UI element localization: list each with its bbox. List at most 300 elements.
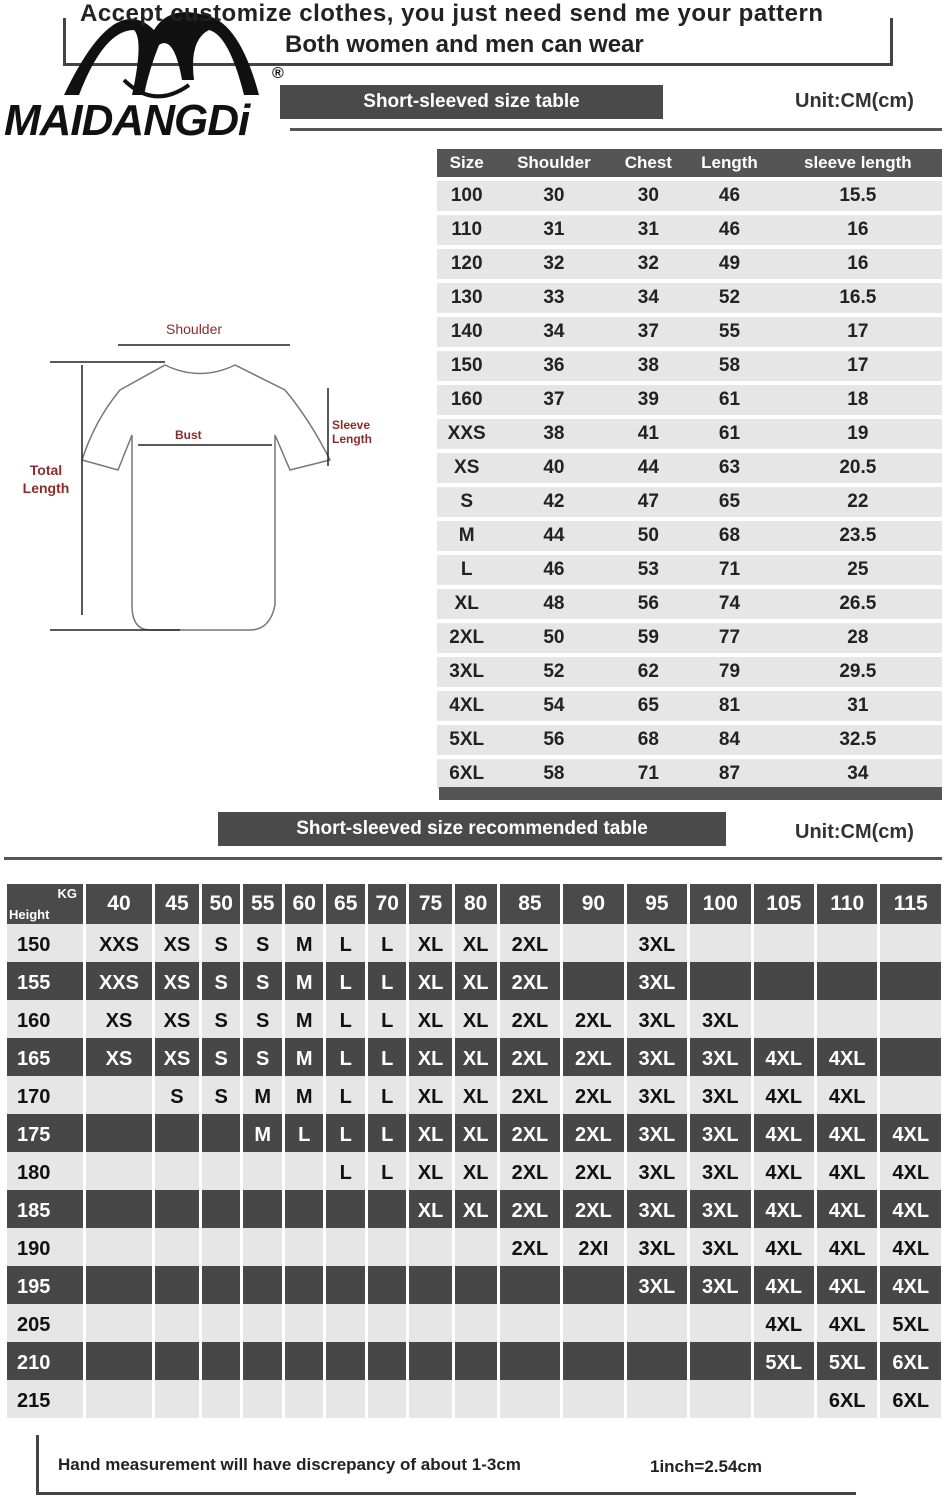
size-cell	[155, 1342, 199, 1380]
size-cell	[155, 1190, 199, 1228]
height-cell: 215	[7, 1380, 83, 1418]
table-cell: 58	[496, 759, 611, 789]
kg-label: KG	[57, 886, 77, 901]
size-cell	[285, 1342, 324, 1380]
size-cell: 4XL	[754, 1266, 814, 1304]
size-cell: 4XL	[817, 1304, 877, 1342]
weight-header: 100	[690, 884, 750, 924]
size-cell: 3XL	[627, 962, 687, 1000]
height-cell: 160	[7, 1000, 83, 1038]
size-cell	[455, 1380, 497, 1418]
size-cell	[243, 1380, 282, 1418]
size-cell: XL	[455, 924, 497, 962]
header-line-2: Both women and men can wear	[285, 31, 644, 58]
size-cell: 4XL	[754, 1304, 814, 1342]
size-cell	[326, 1342, 365, 1380]
table-cell: 54	[496, 691, 611, 721]
size-table-unit: Unit:CM(cm)	[795, 90, 914, 112]
table-cell: 65	[611, 691, 685, 721]
table-row	[437, 555, 942, 585]
size-cell	[455, 1266, 497, 1304]
size-cell	[86, 1266, 152, 1304]
size-cell: 4XL	[880, 1266, 941, 1304]
size-cell: XS	[155, 1038, 199, 1076]
table-row	[437, 623, 942, 653]
table-row	[437, 385, 942, 415]
svg-text:®: ®	[272, 65, 284, 82]
table-cell: 59	[611, 623, 685, 653]
table-cell: L	[437, 555, 496, 585]
size-cell: M	[285, 1076, 324, 1114]
table-row	[7, 1000, 941, 1038]
table-cell: 46	[685, 181, 773, 211]
weight-header: 60	[285, 884, 324, 924]
size-cell	[285, 1228, 324, 1266]
size-cell	[86, 1152, 152, 1190]
size-cell: 4XL	[817, 1114, 877, 1152]
table-cell: 77	[685, 623, 773, 653]
table-cell: 32	[496, 249, 611, 279]
size-cell: 3XL	[627, 1266, 687, 1304]
size-cell: L	[326, 1114, 365, 1152]
table-cell: 46	[685, 215, 773, 245]
size-cell	[326, 1228, 365, 1266]
table-row	[7, 1152, 941, 1190]
size-cell: 4XL	[817, 1190, 877, 1228]
table-cell: 84	[685, 725, 773, 755]
height-cell: 170	[7, 1076, 83, 1114]
table-cell: 79	[685, 657, 773, 687]
table-row	[7, 1038, 941, 1076]
size-cell: XL	[455, 1038, 497, 1076]
weight-header: 70	[368, 884, 407, 924]
size-cell	[409, 1304, 451, 1342]
height-cell: 155	[7, 962, 83, 1000]
header-line-1: Accept customize clothes, you just need send me your pattern	[80, 0, 824, 27]
size-cell: L	[326, 1076, 365, 1114]
size-cell	[368, 1228, 407, 1266]
size-cell: 2XL	[500, 1114, 560, 1152]
size-cell: 4XL	[754, 1114, 814, 1152]
size-cell	[243, 1190, 282, 1228]
size-cell	[690, 1304, 750, 1342]
height-cell: 185	[7, 1190, 83, 1228]
size-cell: 4XL	[880, 1228, 941, 1266]
size-cell: 2XL	[500, 1152, 560, 1190]
size-cell: S	[243, 1038, 282, 1076]
size-cell	[326, 1266, 365, 1304]
size-cell: 4XL	[880, 1114, 941, 1152]
table-cell: 58	[685, 351, 773, 381]
table-cell: 31	[611, 215, 685, 245]
size-cell: L	[368, 1038, 407, 1076]
size-cell	[627, 1304, 687, 1342]
bust-label: Bust	[175, 428, 202, 442]
size-cell: 3XL	[690, 1000, 750, 1038]
size-cell: 2XL	[563, 1076, 623, 1114]
table-row	[437, 589, 942, 619]
size-cell	[409, 1342, 451, 1380]
size-cell: 4XL	[817, 1228, 877, 1266]
size-cell: 5XL	[880, 1304, 941, 1342]
size-cell: S	[155, 1076, 199, 1114]
table-row	[7, 1266, 941, 1304]
size-cell	[155, 1266, 199, 1304]
table-cell: 2XL	[437, 623, 496, 653]
table-cell: 52	[685, 283, 773, 313]
table-cell: 4XL	[437, 691, 496, 721]
size-cell: 4XL	[880, 1190, 941, 1228]
rec-table-unit: Unit:CM(cm)	[795, 821, 914, 843]
table-cell: 44	[496, 521, 611, 551]
size-cell	[817, 1000, 877, 1038]
size-cell	[155, 1380, 199, 1418]
size-cell	[326, 1304, 365, 1342]
size-cell	[627, 1342, 687, 1380]
size-cell	[880, 1000, 941, 1038]
rec-table-title: Short-sleeved size recommended table	[218, 812, 726, 846]
table-cell: 120	[437, 249, 496, 279]
table-cell: 30	[611, 181, 685, 211]
size-cell: 3XL	[627, 924, 687, 962]
size-cell	[86, 1190, 152, 1228]
size-cell: 4XL	[817, 1076, 877, 1114]
size-cell: 3XL	[627, 1038, 687, 1076]
size-cell	[409, 1228, 451, 1266]
size-cell: 3XL	[690, 1114, 750, 1152]
size-cell: 2XI	[563, 1228, 623, 1266]
table-row	[437, 351, 942, 381]
table-cell: 19	[774, 419, 942, 449]
table-cell: 61	[685, 385, 773, 415]
table-cell: XS	[437, 453, 496, 483]
size-cell: 2XL	[500, 962, 560, 1000]
size-cell: L	[326, 1038, 365, 1076]
table-cell: 56	[496, 725, 611, 755]
weight-header: 40	[86, 884, 152, 924]
table-row	[437, 317, 942, 347]
table-cell: 56	[611, 589, 685, 619]
size-cell	[202, 1228, 241, 1266]
table-cell: 34	[611, 283, 685, 313]
table-cell: 6XL	[437, 759, 496, 789]
table-cell: 47	[611, 487, 685, 517]
size-cell	[368, 1266, 407, 1304]
size-cell: L	[285, 1114, 324, 1152]
size-cell: XL	[409, 1038, 451, 1076]
table-cell: 52	[496, 657, 611, 687]
size-cell	[285, 1190, 324, 1228]
size-cell: XL	[455, 1152, 497, 1190]
size-cell: 3XL	[627, 1190, 687, 1228]
size-cell: XXS	[86, 924, 152, 962]
size-cell: 5XL	[817, 1342, 877, 1380]
size-cell	[86, 1076, 152, 1114]
table-cell: 65	[685, 487, 773, 517]
size-cell	[690, 1380, 750, 1418]
table-cell: 22	[774, 487, 942, 517]
table-cell: 140	[437, 317, 496, 347]
size-cell	[563, 1266, 623, 1304]
size-cell: 4XL	[817, 1266, 877, 1304]
size-cell: 3XL	[690, 1076, 750, 1114]
size-cell: XL	[455, 1076, 497, 1114]
table-cell: 71	[685, 555, 773, 585]
size-cell	[627, 1380, 687, 1418]
size-cell	[409, 1266, 451, 1304]
size-cell: 3XL	[690, 1266, 750, 1304]
table-cell: 32	[611, 249, 685, 279]
table-cell: 48	[496, 589, 611, 619]
table-row	[437, 657, 942, 687]
table-cell: 28	[774, 623, 942, 653]
size-cell	[202, 1152, 241, 1190]
size-cell: XS	[155, 1000, 199, 1038]
size-cell: L	[368, 962, 407, 1000]
height-cell: 195	[7, 1266, 83, 1304]
weight-header: 105	[754, 884, 814, 924]
table-cell: M	[437, 521, 496, 551]
size-cell	[754, 1000, 814, 1038]
table-cell: 50	[611, 521, 685, 551]
table-cell: XXS	[437, 419, 496, 449]
size-cell	[285, 1152, 324, 1190]
table-cell: S	[437, 487, 496, 517]
height-cell: 175	[7, 1114, 83, 1152]
table-cell: 37	[496, 385, 611, 415]
size-cell: S	[202, 924, 241, 962]
table-row	[7, 1190, 941, 1228]
size-cell: S	[243, 962, 282, 1000]
size-cell	[690, 924, 750, 962]
size-cell	[817, 924, 877, 962]
weight-header: 115	[880, 884, 941, 924]
size-cell	[155, 1228, 199, 1266]
size-cell	[155, 1152, 199, 1190]
size-cell: 6XL	[817, 1380, 877, 1418]
size-cell	[243, 1342, 282, 1380]
size-cell	[563, 962, 623, 1000]
size-cell	[368, 1380, 407, 1418]
size-cell	[455, 1342, 497, 1380]
size-cell	[754, 1380, 814, 1418]
size-cell: 4XL	[754, 1190, 814, 1228]
size-cell	[368, 1342, 407, 1380]
size-cell	[500, 1304, 560, 1342]
size-cell: XL	[455, 1190, 497, 1228]
size-cell: XXS	[86, 962, 152, 1000]
size-cell: L	[326, 962, 365, 1000]
shoulder-label: Shoulder	[166, 321, 223, 337]
size-cell	[563, 1342, 623, 1380]
size-cell: 2XL	[563, 1114, 623, 1152]
table-cell: 38	[611, 351, 685, 381]
table-row	[437, 181, 942, 211]
size-cell: S	[243, 924, 282, 962]
table-cell: XL	[437, 589, 496, 619]
size-cell	[690, 962, 750, 1000]
size-cell: 2XL	[500, 924, 560, 962]
table-cell: 68	[685, 521, 773, 551]
table-cell: 68	[611, 725, 685, 755]
size-cell: M	[285, 962, 324, 1000]
size-cell	[155, 1114, 199, 1152]
table-cell: 3XL	[437, 657, 496, 687]
size-cell: 3XL	[690, 1038, 750, 1076]
table-row	[7, 1380, 941, 1418]
recommended-size-table	[4, 884, 944, 1418]
table-row	[7, 962, 941, 1000]
weight-header: 90	[563, 884, 623, 924]
size-cell: M	[243, 1114, 282, 1152]
divider	[290, 128, 942, 131]
table-cell: 16	[774, 249, 942, 279]
table-cell: 31	[496, 215, 611, 245]
table-cell: 31	[774, 691, 942, 721]
height-cell: 210	[7, 1342, 83, 1380]
footer-note: Hand measurement will have discrepancy of about 1-3cm	[58, 1455, 521, 1474]
size-cell	[368, 1190, 407, 1228]
size-cell	[817, 962, 877, 1000]
size-cell	[243, 1266, 282, 1304]
size-cell	[563, 924, 623, 962]
size-cell: 3XL	[627, 1076, 687, 1114]
size-cell: S	[202, 1038, 241, 1076]
size-cell: S	[202, 962, 241, 1000]
table-row	[7, 1304, 941, 1342]
size-cell: 5XL	[754, 1342, 814, 1380]
size-cell	[500, 1266, 560, 1304]
table-row	[437, 487, 942, 517]
column-header: Shoulder	[496, 149, 611, 177]
size-cell: S	[202, 1000, 241, 1038]
weight-header: 45	[155, 884, 199, 924]
size-cell: 4XL	[754, 1076, 814, 1114]
size-cell	[326, 1190, 365, 1228]
size-cell: M	[243, 1076, 282, 1114]
size-cell: L	[368, 924, 407, 962]
size-cell: XL	[409, 1190, 451, 1228]
table-cell: 30	[496, 181, 611, 211]
size-cell	[500, 1380, 560, 1418]
size-cell	[285, 1380, 324, 1418]
table-cell: 18	[774, 385, 942, 415]
size-cell	[754, 924, 814, 962]
table-cell: 17	[774, 317, 942, 347]
size-cell: 4XL	[817, 1152, 877, 1190]
size-cell: 4XL	[754, 1038, 814, 1076]
size-cell: 3XL	[627, 1000, 687, 1038]
table-cell: 38	[496, 419, 611, 449]
size-cell: XL	[409, 1000, 451, 1038]
height-cell: 150	[7, 924, 83, 962]
table-cell: 46	[496, 555, 611, 585]
size-cell	[202, 1304, 241, 1342]
size-cell: 4XL	[754, 1152, 814, 1190]
height-cell: 190	[7, 1228, 83, 1266]
divider	[4, 857, 942, 860]
table-cell: 36	[496, 351, 611, 381]
size-cell: M	[285, 924, 324, 962]
table-cell: 29.5	[774, 657, 942, 687]
table-cell: 26.5	[774, 589, 942, 619]
size-cell	[86, 1114, 152, 1152]
weight-header: 85	[500, 884, 560, 924]
table-cell: 61	[685, 419, 773, 449]
size-cell	[86, 1342, 152, 1380]
size-cell: 4XL	[817, 1038, 877, 1076]
size-cell: 2XL	[500, 1076, 560, 1114]
table-cell: 87	[685, 759, 773, 789]
size-cell: L	[326, 1152, 365, 1190]
table-cell: 20.5	[774, 453, 942, 483]
table-row	[7, 1342, 941, 1380]
size-cell: L	[368, 1000, 407, 1038]
corner-cell	[7, 884, 83, 924]
size-cell: L	[326, 1000, 365, 1038]
table-row	[437, 453, 942, 483]
height-label: Height	[9, 907, 50, 922]
table-cell: 34	[496, 317, 611, 347]
size-cell	[202, 1114, 241, 1152]
size-cell	[690, 1342, 750, 1380]
table-cell: 23.5	[774, 521, 942, 551]
size-cell: 3XL	[690, 1190, 750, 1228]
table-row	[437, 725, 942, 755]
table-row	[437, 691, 942, 721]
column-header: Size	[437, 149, 496, 177]
size-table-footer-bar	[439, 787, 942, 800]
table-cell: 81	[685, 691, 773, 721]
size-cell: S	[202, 1076, 241, 1114]
size-cell	[202, 1266, 241, 1304]
table-cell: 33	[496, 283, 611, 313]
column-header: sleeve length	[774, 149, 942, 177]
size-cell: 4XL	[754, 1228, 814, 1266]
size-cell	[880, 1038, 941, 1076]
size-cell: 6XL	[880, 1342, 941, 1380]
size-cell	[455, 1228, 497, 1266]
table-cell: 16	[774, 215, 942, 245]
height-cell: 205	[7, 1304, 83, 1342]
size-cell	[202, 1342, 241, 1380]
size-cell: 6XL	[880, 1380, 941, 1418]
table-cell: 49	[685, 249, 773, 279]
size-cell: XL	[409, 1114, 451, 1152]
size-cell: 2XL	[563, 1000, 623, 1038]
size-cell	[880, 924, 941, 962]
size-cell: 2XL	[500, 1190, 560, 1228]
table-cell: 32.5	[774, 725, 942, 755]
table-cell: 63	[685, 453, 773, 483]
size-cell: 4XL	[880, 1152, 941, 1190]
size-cell	[202, 1380, 241, 1418]
size-cell	[285, 1304, 324, 1342]
size-cell	[563, 1380, 623, 1418]
size-cell	[409, 1380, 451, 1418]
size-cell	[243, 1304, 282, 1342]
table-row	[437, 521, 942, 551]
table-row	[437, 249, 942, 279]
table-row	[437, 759, 942, 789]
size-cell	[155, 1304, 199, 1342]
size-cell	[243, 1228, 282, 1266]
table-cell: 17	[774, 351, 942, 381]
size-cell: 3XL	[690, 1228, 750, 1266]
size-table-title: Short-sleeved size table	[280, 85, 663, 119]
size-cell	[880, 962, 941, 1000]
size-cell: L	[368, 1076, 407, 1114]
